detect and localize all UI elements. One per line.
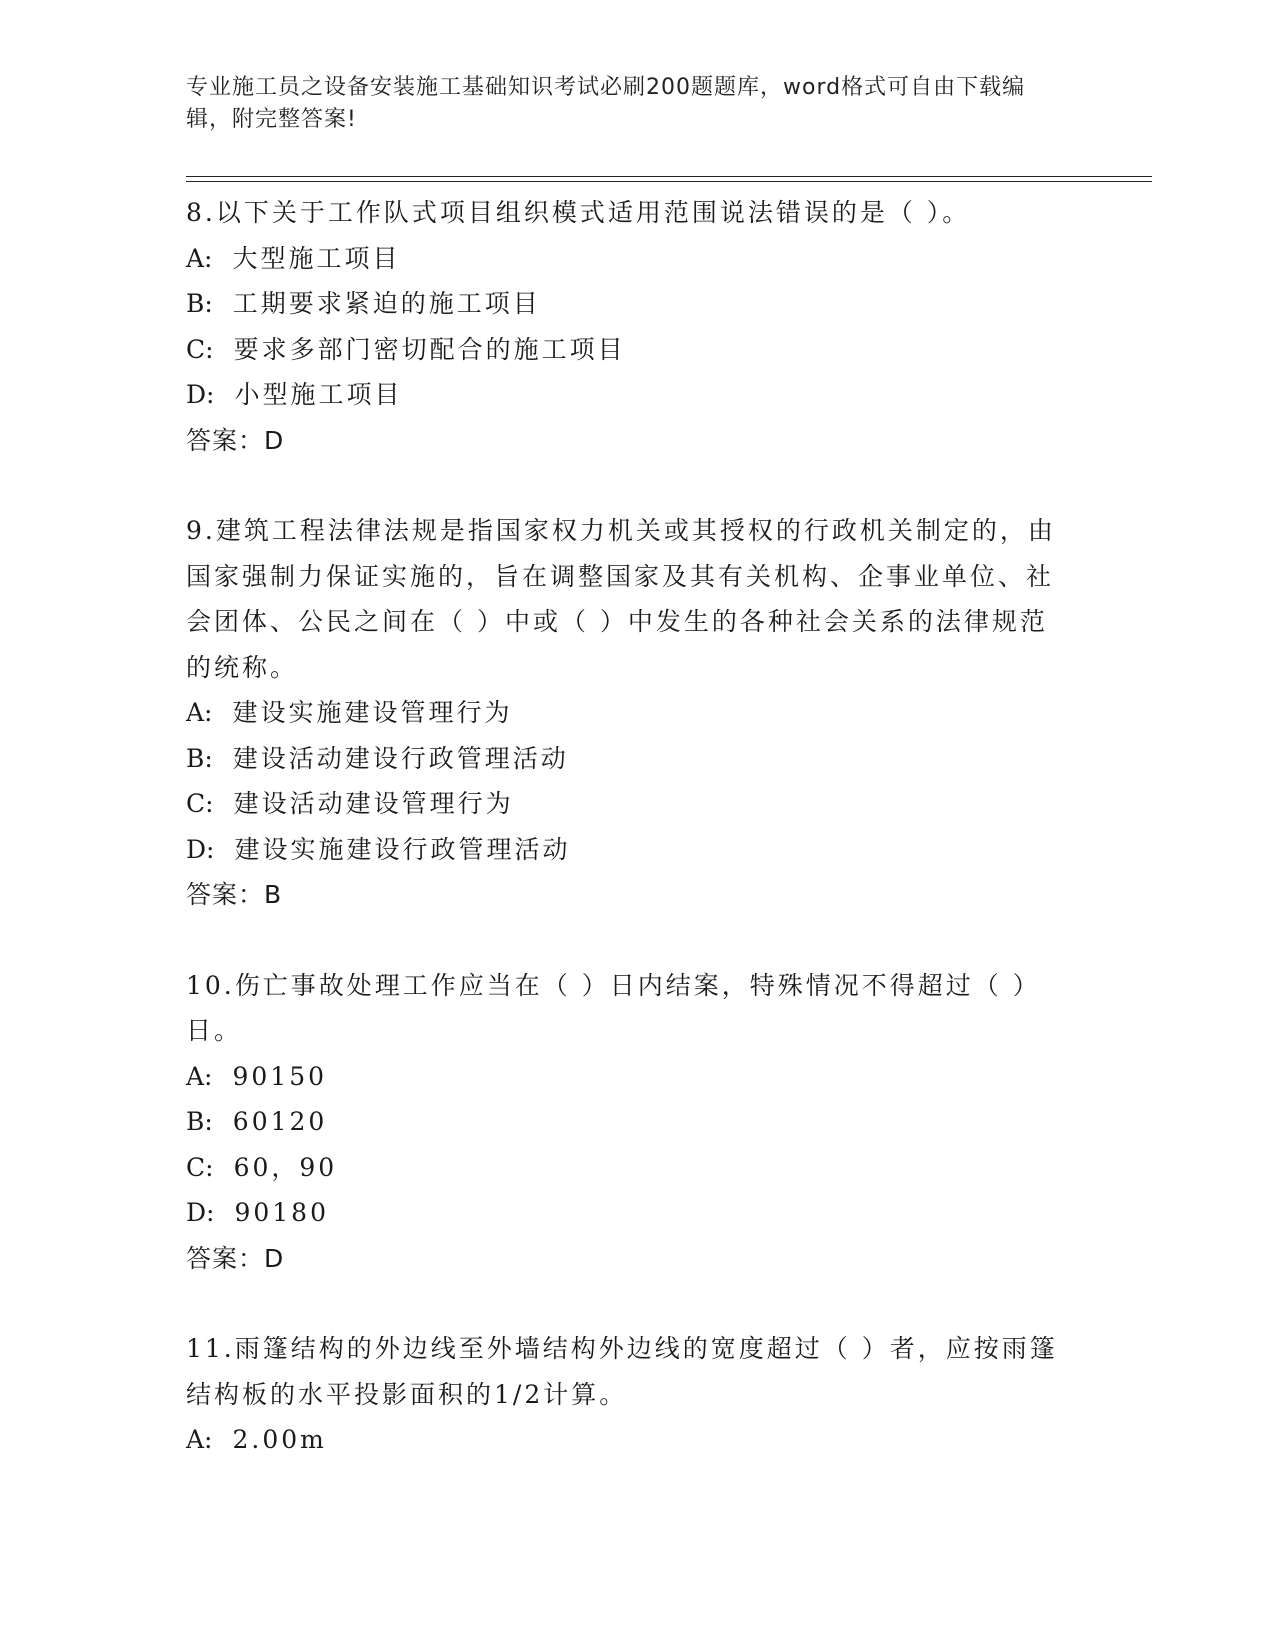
option-b (186, 736, 1066, 782)
option-letter: A: (186, 1061, 213, 1091)
question-stem: 10.伤亡事故处理工作应当在（ ）日内结案，特殊情况不得超过（ ）日。 (186, 970, 1041, 1045)
header-rule-top (186, 176, 1152, 177)
answer-line: 答案：D (186, 1243, 285, 1273)
option-text: 建设活动建设管理行为 (233, 789, 514, 818)
option-letter: D: (186, 1198, 215, 1227)
option-letter: D: (186, 380, 215, 409)
option-b (186, 281, 1066, 327)
option-text: 60120 (232, 1107, 328, 1136)
option-text: 建设活动建设行政管理活动 (232, 743, 569, 773)
option-d (186, 1190, 1066, 1236)
option-b (186, 1099, 1066, 1145)
option-text: 要求多部门密切配合的施工项目 (233, 334, 626, 364)
option-letter: B: (186, 743, 213, 773)
header-rule-bottom (186, 181, 1152, 182)
option-text: 2.00m (232, 1425, 327, 1454)
option-a (186, 1417, 1066, 1463)
question-8 (186, 190, 1066, 463)
question-list (186, 190, 1066, 1508)
question-stem: 8.以下关于工作队式项目组织模式适用范围说法错误的是（ ）。 (186, 198, 971, 227)
option-c (186, 1145, 1066, 1191)
option-text: 60，90 (233, 1152, 338, 1182)
option-d (186, 372, 1066, 418)
question-11 (186, 1326, 1066, 1463)
option-a (186, 690, 1066, 736)
option-letter: B: (186, 1107, 213, 1136)
option-text: 工期要求紧迫的施工项目 (232, 289, 541, 318)
option-letter: C: (186, 1152, 214, 1182)
option-text: 90180 (234, 1198, 329, 1227)
option-d (186, 827, 1066, 873)
option-letter: A: (186, 243, 213, 273)
option-text: 90150 (232, 1061, 328, 1091)
option-letter: A: (186, 698, 213, 727)
question-9 (186, 508, 1066, 918)
option-text: 建设实施建设管理行为 (232, 698, 513, 727)
answer-line: 答案：D (186, 425, 285, 455)
option-letter: C: (186, 334, 214, 364)
option-a (186, 1054, 1066, 1100)
question-stem: 9.建筑工程法律法规是指国家权力机关或其授权的行政机关制定的，由国家强制力保证实施的，旨在调整国家及其有关机构、企事业单位、社会团体、公民之间在（ ）中或（ ）中发生的各种社会关系的法律规范的统称。 (186, 516, 1056, 682)
option-text: 小型施工项目 (234, 380, 403, 409)
option-a (186, 236, 1066, 282)
option-text: 建设实施建设行政管理活动 (234, 834, 571, 864)
option-c (186, 781, 1066, 827)
option-letter: B: (186, 289, 213, 318)
option-letter: A: (186, 1425, 213, 1454)
option-text: 大型施工项目 (232, 243, 401, 273)
document-header: 专业施工员之设备安装施工基础知识考试必刷200题题库，word格式可自由下载编辑，附完整答案! (186, 75, 1026, 132)
option-c (186, 327, 1066, 373)
option-letter: C: (186, 789, 214, 818)
question-stem: 11.雨篷结构的外边线至外墙结构外边线的宽度超过（ ）者，应按雨篷结构板的水平投影面积的1/2计算。 (186, 1334, 1058, 1409)
option-letter: D: (186, 834, 215, 864)
answer-line: 答案：B (186, 880, 283, 909)
question-10 (186, 963, 1066, 1282)
